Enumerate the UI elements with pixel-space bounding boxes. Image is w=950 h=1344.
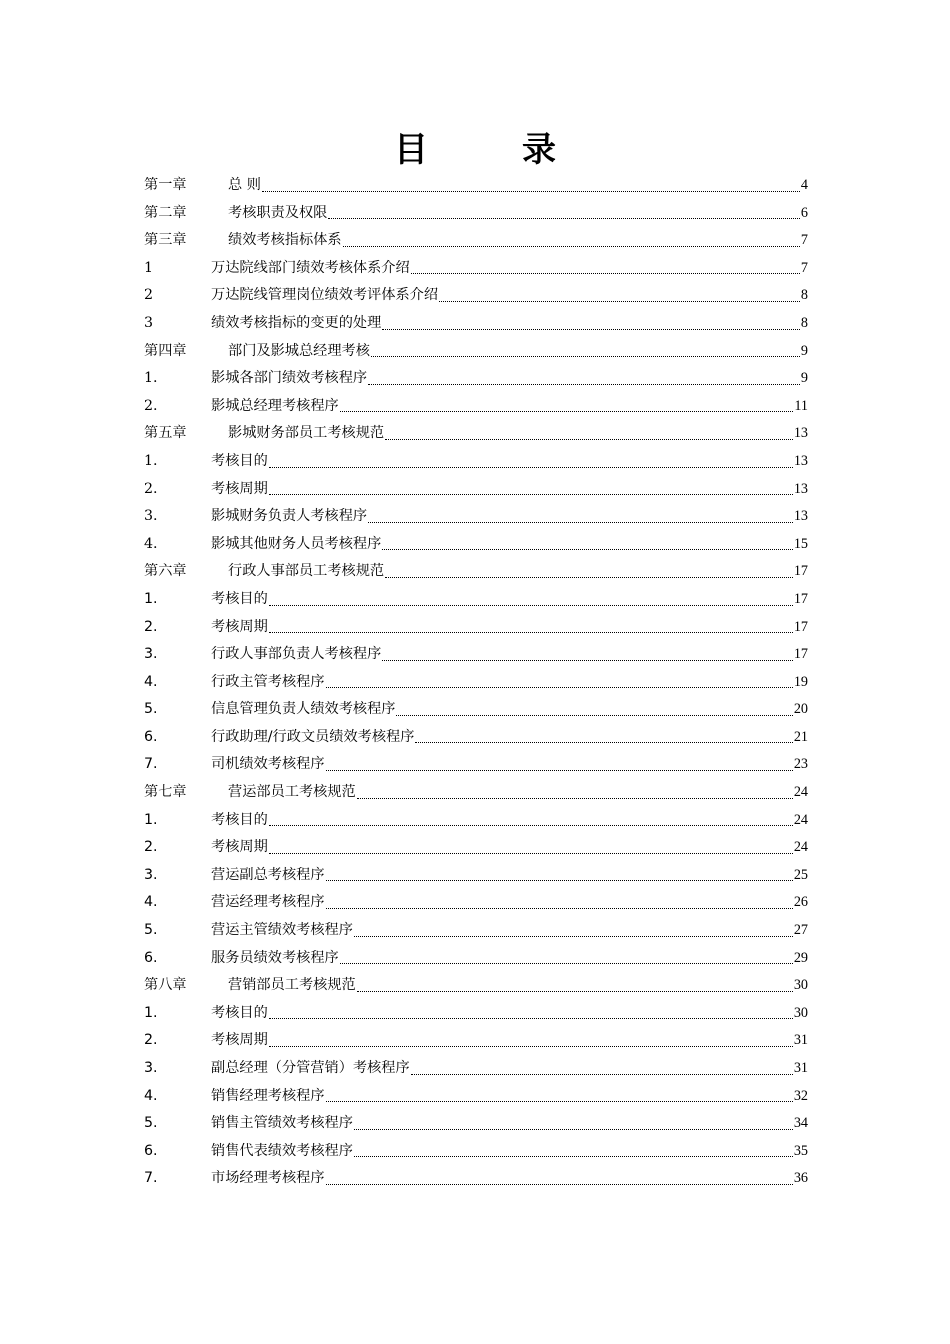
toc-section-entry[interactable] <box>144 834 808 862</box>
toc-entry-number: 第二章 <box>144 204 187 221</box>
toc-section-entry[interactable] <box>144 641 808 669</box>
toc-page-number: 8 <box>800 287 808 304</box>
toc-page-number: 13 <box>793 508 808 525</box>
toc-entry-label: 影城财务部员工考核规范 <box>228 425 385 442</box>
toc-entry-number: 2 <box>144 287 154 304</box>
toc-entry-label: 考核职责及权限 <box>228 204 328 221</box>
toc-entry-number: 6. <box>144 728 158 745</box>
toc-section-entry[interactable] <box>144 724 808 752</box>
toc-entry-number: 5. <box>144 701 158 718</box>
toc-dot-leader <box>326 889 793 917</box>
toc-dot-leader <box>326 669 793 697</box>
toc-dot-leader <box>415 724 792 752</box>
toc-dot-leader <box>396 696 792 724</box>
toc-page-number: 25 <box>793 866 808 883</box>
toc-dot-leader <box>354 1110 793 1138</box>
toc-entry-number: 5. <box>144 1115 158 1132</box>
toc-entry-label: 总 则 <box>228 177 261 193</box>
toc-page-number: 7 <box>800 259 808 276</box>
toc-dot-leader <box>326 1165 793 1193</box>
toc-page-number: 24 <box>793 839 808 856</box>
toc-entry-label: 考核周期 <box>211 1032 268 1049</box>
toc-entry-label: 考核目的 <box>211 590 268 607</box>
toc-entry-label: 市场经理考核程序 <box>211 1170 325 1187</box>
toc-dot-leader <box>411 255 800 283</box>
toc-entry-number: 2. <box>144 618 158 635</box>
toc-section-entry[interactable] <box>144 614 808 642</box>
toc-page-number: 4 <box>800 177 808 193</box>
toc-page-number: 17 <box>793 563 808 580</box>
toc-page-number: 27 <box>793 922 808 939</box>
toc-entry-number: 第七章 <box>144 784 187 801</box>
toc-page-number: 7 <box>800 232 808 249</box>
toc-entry-label: 司机绩效考核程序 <box>211 756 325 773</box>
toc-dot-leader <box>269 586 793 614</box>
table-of-contents <box>144 172 808 1193</box>
toc-entry-number: 第八章 <box>144 977 187 994</box>
toc-page-number: 15 <box>793 535 808 552</box>
toc-dot-leader <box>382 641 793 669</box>
toc-entry-label: 营销部员工考核规范 <box>228 977 356 994</box>
toc-entry-number: 3. <box>144 866 158 883</box>
toc-page-number: 31 <box>793 1060 808 1076</box>
toc-section-entry[interactable] <box>144 751 808 779</box>
toc-entry-number: 第一章 <box>144 177 187 193</box>
toc-entry-number: 2. <box>144 397 158 414</box>
toc-dot-leader <box>328 200 800 228</box>
toc-entry-number: 6. <box>144 1142 158 1159</box>
toc-entry-number: 1. <box>144 452 158 469</box>
toc-entry-number: 第四章 <box>144 342 187 359</box>
toc-entry-number: 2. <box>144 480 158 497</box>
toc-entry-number: 3 <box>144 314 154 331</box>
toc-entry-number: 1 <box>144 259 154 276</box>
toc-dot-leader <box>269 834 793 862</box>
toc-section-entry[interactable] <box>144 282 808 310</box>
toc-entry-number: 7. <box>144 756 158 773</box>
toc-entry-label: 部门及影城总经理考核 <box>228 342 370 359</box>
toc-dot-leader <box>343 227 800 255</box>
toc-entry-number: 4. <box>144 673 158 690</box>
toc-entry-number: 1. <box>144 1004 158 1021</box>
toc-entry-number: 2. <box>144 1032 158 1049</box>
toc-page-number: 8 <box>800 314 808 331</box>
toc-entry-label: 影城各部门绩效考核程序 <box>211 370 368 387</box>
toc-dot-leader <box>340 945 793 973</box>
toc-entry-number: 1. <box>144 811 158 828</box>
toc-dot-leader <box>269 1000 793 1028</box>
toc-entry-number: 3. <box>144 508 158 525</box>
toc-dot-leader <box>382 531 793 559</box>
toc-entry-label: 考核目的 <box>211 811 268 828</box>
toc-page-number: 30 <box>793 1004 808 1021</box>
toc-section-entry[interactable] <box>144 1165 808 1193</box>
toc-chapter-entry[interactable] <box>144 972 808 1000</box>
toc-page-number: 9 <box>800 370 808 387</box>
toc-page-number: 13 <box>793 425 808 442</box>
toc-entry-label: 行政人事部负责人考核程序 <box>211 646 382 663</box>
toc-page-number: 36 <box>793 1170 808 1187</box>
toc-dot-leader <box>385 420 793 448</box>
toc-entry-label: 服务员绩效考核程序 <box>211 949 339 966</box>
toc-entry-number: 4. <box>144 894 158 911</box>
toc-entry-label: 副总经理（分管营销）考核程序 <box>211 1060 410 1076</box>
toc-entry-label: 影城总经理考核程序 <box>211 397 339 414</box>
toc-page-number: 31 <box>793 1032 808 1049</box>
toc-page-number: 24 <box>793 784 808 801</box>
page-title: 目 录 <box>394 130 586 170</box>
toc-entry-label: 营运经理考核程序 <box>211 894 325 911</box>
toc-dot-leader <box>357 972 793 1000</box>
toc-dot-leader <box>262 172 800 200</box>
toc-entry-number: 2. <box>144 839 158 856</box>
toc-section-entry[interactable] <box>144 448 808 476</box>
toc-page-number: 13 <box>793 480 808 497</box>
toc-dot-leader <box>354 917 793 945</box>
toc-entry-label: 信息管理负责人绩效考核程序 <box>211 701 396 718</box>
toc-section-entry[interactable] <box>144 669 808 697</box>
toc-entry-label: 考核目的 <box>211 1004 268 1021</box>
toc-section-entry[interactable] <box>144 365 808 393</box>
toc-section-entry[interactable] <box>144 255 808 283</box>
toc-page-number: 20 <box>793 701 808 718</box>
toc-dot-leader <box>269 1027 793 1055</box>
toc-dot-leader <box>354 1138 793 1166</box>
toc-dot-leader <box>357 779 793 807</box>
toc-entry-label: 绩效考核指标体系 <box>228 232 342 249</box>
toc-page-number: 34 <box>793 1115 808 1132</box>
toc-page-number: 17 <box>793 590 808 607</box>
toc-chapter-entry[interactable] <box>144 420 808 448</box>
toc-dot-leader <box>340 393 794 421</box>
toc-entry-number: 第六章 <box>144 563 187 580</box>
toc-page-number: 21 <box>793 728 808 745</box>
toc-section-entry[interactable] <box>144 476 808 504</box>
toc-page-number: 17 <box>793 646 808 663</box>
toc-entry-number: 3. <box>144 646 158 663</box>
toc-page-number: 30 <box>793 977 808 994</box>
toc-section-entry[interactable] <box>144 1083 808 1111</box>
toc-entry-label: 考核周期 <box>211 480 268 497</box>
toc-entry-label: 影城其他财务人员考核程序 <box>211 535 382 552</box>
toc-section-entry[interactable] <box>144 393 808 421</box>
toc-section-entry[interactable] <box>144 945 808 973</box>
toc-dot-leader <box>439 282 800 310</box>
toc-entry-label: 行政人事部员工考核规范 <box>228 563 385 580</box>
toc-page-number: 19 <box>793 673 808 690</box>
toc-section-entry[interactable] <box>144 1110 808 1138</box>
toc-section-entry[interactable] <box>144 1000 808 1028</box>
toc-entry-number: 1. <box>144 370 158 387</box>
toc-entry-label: 万达院线部门绩效考核体系介绍 <box>211 259 410 276</box>
toc-section-entry[interactable] <box>144 807 808 835</box>
toc-dot-leader <box>269 807 793 835</box>
toc-page-number: 23 <box>793 756 808 773</box>
toc-entry-label: 考核周期 <box>211 618 268 635</box>
toc-entry-number: 第五章 <box>144 425 187 442</box>
toc-page-number: 17 <box>793 618 808 635</box>
toc-entry-label: 绩效考核指标的变更的处理 <box>211 314 382 331</box>
toc-entry-number: 4. <box>144 535 158 552</box>
toc-entry-number: 4. <box>144 1087 158 1104</box>
toc-entry-label: 行政主管考核程序 <box>211 673 325 690</box>
toc-section-entry[interactable] <box>144 696 808 724</box>
toc-page-number: 35 <box>793 1142 808 1159</box>
toc-dot-leader <box>411 1055 793 1083</box>
toc-entry-number: 1. <box>144 590 158 607</box>
toc-dot-leader <box>326 862 793 890</box>
toc-dot-leader <box>385 558 793 586</box>
toc-page-number: 11 <box>794 397 808 414</box>
toc-section-entry[interactable] <box>144 503 808 531</box>
toc-entry-label: 行政助理/行政文员绩效考核程序 <box>211 728 415 745</box>
toc-page-number: 32 <box>793 1087 808 1104</box>
toc-section-entry[interactable] <box>144 586 808 614</box>
toc-entry-label: 营运副总考核程序 <box>211 866 325 883</box>
toc-chapter-entry[interactable] <box>144 200 808 228</box>
toc-entry-label: 考核周期 <box>211 839 268 856</box>
toc-dot-leader <box>382 310 800 338</box>
toc-entry-number: 3. <box>144 1060 158 1076</box>
toc-dot-leader <box>269 614 793 642</box>
toc-dot-leader <box>326 1083 793 1111</box>
toc-chapter-entry[interactable] <box>144 227 808 255</box>
toc-section-entry[interactable] <box>144 310 808 338</box>
toc-page-number: 9 <box>800 342 808 359</box>
toc-section-entry[interactable] <box>144 889 808 917</box>
toc-page-number: 29 <box>793 949 808 966</box>
toc-section-entry[interactable] <box>144 1027 808 1055</box>
toc-section-entry[interactable] <box>144 1138 808 1166</box>
toc-dot-leader <box>326 751 793 779</box>
toc-dot-leader <box>269 476 793 504</box>
toc-dot-leader <box>371 338 800 366</box>
toc-entry-label: 万达院线管理岗位绩效考评体系介绍 <box>211 287 439 304</box>
toc-page-number: 26 <box>793 894 808 911</box>
toc-section-entry[interactable] <box>144 917 808 945</box>
toc-page-number: 6 <box>800 204 808 221</box>
toc-entry-label: 销售代表绩效考核程序 <box>211 1142 353 1159</box>
toc-entry-number: 第三章 <box>144 232 187 249</box>
toc-chapter-entry[interactable] <box>144 779 808 807</box>
toc-entry-label: 销售主管绩效考核程序 <box>211 1115 353 1132</box>
toc-section-entry[interactable] <box>144 862 808 890</box>
toc-entry-label: 营运主管绩效考核程序 <box>211 922 353 939</box>
toc-entry-number: 5. <box>144 922 158 939</box>
toc-dot-leader <box>368 365 800 393</box>
toc-chapter-entry[interactable] <box>144 172 808 200</box>
toc-page-number: 24 <box>793 811 808 828</box>
toc-entry-label: 销售经理考核程序 <box>211 1087 325 1104</box>
toc-page-number: 13 <box>793 452 808 469</box>
toc-entry-number: 6. <box>144 949 158 966</box>
toc-entry-label: 营运部员工考核规范 <box>228 784 356 801</box>
toc-section-entry[interactable] <box>144 531 808 559</box>
toc-entry-number: 7. <box>144 1170 158 1187</box>
toc-dot-leader <box>269 448 793 476</box>
toc-chapter-entry[interactable] <box>144 558 808 586</box>
toc-entry-label: 影城财务负责人考核程序 <box>211 508 368 525</box>
toc-entry-label: 考核目的 <box>211 452 268 469</box>
toc-chapter-entry[interactable] <box>144 338 808 366</box>
toc-section-entry[interactable] <box>144 1055 808 1083</box>
toc-dot-leader <box>368 503 793 531</box>
